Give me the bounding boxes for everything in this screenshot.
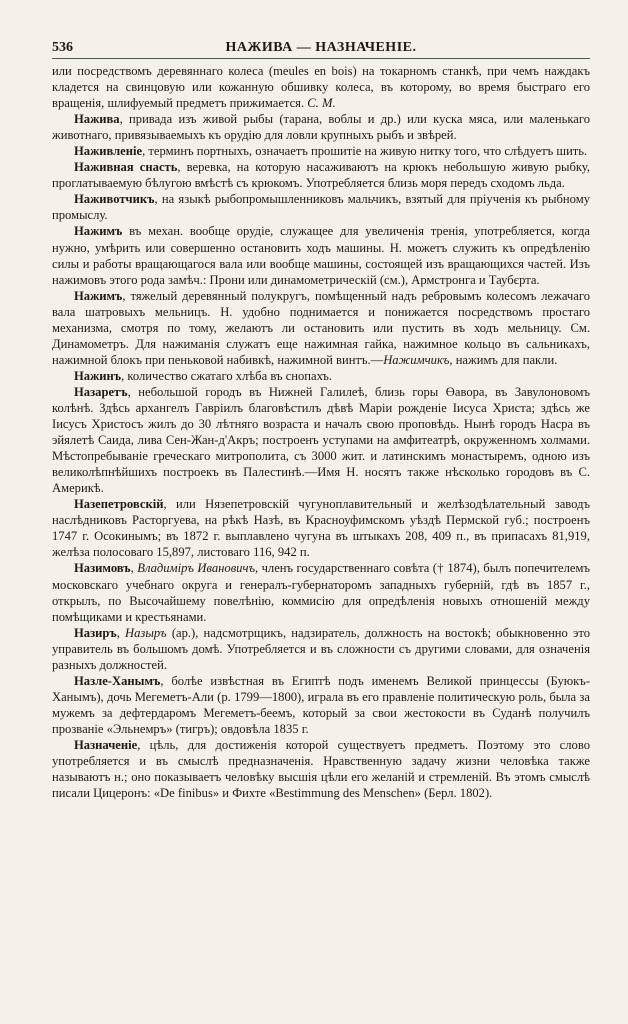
entry-nazhim-mill: Нажимъ, тяжелый деревянный полукругъ, помѣщенный надъ ребровымъ колесомъ лежачаго вала шатровыхъ мельницъ. Н. удобно поднимается и понижается посредствомъ простаго механизма, смотря по тому, желаютъ ли остановить или пустить въ ходъ мельницу. См. Динамометръ. Для нажиманія служатъ еще нажимная гайка, нажимное кольцо въ сальникахъ, нажимной блокъ при пеньковой набивкѣ, нажимной винтъ.—Нажимчикъ, нажимъ для пакли. [52, 288, 590, 367]
running-head: НАЖИВА — НАЗНАЧЕНІЕ. [225, 40, 417, 55]
headword: Нажимъ [74, 288, 123, 303]
entry-nazepetrovsky: Назепетровскій, или Нязепетровскій чугуноплавительный и желѣзодѣлательный заводъ наслѣдниковъ Расторгуева, на рѣкѣ Назѣ, въ Красноуфимскомъ уѣздѣ Пермской губ.; построенъ 1747 г. Осокинымъ; въ 1872 г. выплавлено чугуна въ штыкахъ 208, 409 п., въ припасахъ 81,919, желѣза полосоваго 15,897, листоваго 116, 942 п. [52, 497, 590, 560]
headword: Нажива [74, 112, 120, 127]
entry-nazhin: Нажинъ, количество сжатаго хлѣба въ снопахъ. [74, 368, 333, 383]
page-number: 536 [52, 40, 73, 55]
entry-nazhim-mech: Нажимъ въ механ. вообще орудіе, служащее для увеличенія тренія, употребляется, когда нужно, умѣрить или совершенно остановить ходъ машины. Н. можетъ служить къ опредѣленію силы и работы вращающагося вала или вообще машины, состоящей изъ вращающихся частей. Изъ нажимовъ этого рода замѣч.: Прони или динамометрическій (см.), Армстронга и Таубєрта. [52, 224, 590, 287]
headword: Наживленіе [74, 144, 143, 159]
headword: Нажинъ [74, 368, 122, 383]
entry-nazhiva: Нажива, привада изъ живой рыбы (тарана, воблы и др.) или куска мяса, или маленькаго животнаго, привязываемыхъ къ орудію для ловли крупныхъ рыбъ и звѣрей. [52, 112, 590, 143]
headword: Назле-Ханымъ [74, 673, 161, 688]
headword: Назимовъ [74, 561, 131, 576]
entry-nazhivnaya-snast: Наживная снасть, веревка, на которую насаживаютъ на крюкъ небольшую живую рыбку, проглатываемую бѣлугою вмѣстѣ съ крюкомъ. Употребляется близь моря передъ сходомъ льда. [52, 160, 590, 191]
entry-nazir: Назиръ, Назыръ (ар.), надсмотрщикъ, надзиратель, должность на востокѣ; обыкновенно это управитель въ большомъ домѣ. Употребляется и въ сложности съ другими словами, для означенія разныхъ должностей. [52, 625, 590, 672]
entry-nazimov: Назимовъ, Владиміръ Ивановичъ, членъ государственнаго совѣта († 1874), былъ попечителемъ московскаго учебнаго округа и генералъ-губернаторомъ западныхъ губерній, гдѣ въ 1857 г., открылъ, по Высочайшему повелѣнію, коммисію для опредѣленія новыхъ отношеній между помѣщиками и крестьянами. [52, 561, 590, 624]
page-header [52, 36, 590, 59]
entry-continuation: или посредствомъ деревяннаго колеса (meules en bois) на токарномъ станкѣ, при чемъ наждакъ кладется на свинцовую или кожанную обшивку колеса, въ которому, во время быстраго его вращенія, шлифуемый предметъ прижимается. С. М. [52, 64, 590, 111]
headword: Нажимъ [74, 224, 123, 239]
author-signature: С. М. [307, 96, 336, 111]
article-body [52, 63, 590, 801]
headword: Назначеніе [74, 737, 138, 752]
headword: Наживотчикъ [74, 192, 155, 207]
entry-nazhivlenie: Наживленіе, терминъ портныхъ, означаетъ прошитіе на живую нитку того, что слѣдуетъ шить. [74, 144, 588, 159]
entry-naznachenie: Назначеніе, цѣль, для достиженія которой существуетъ предметъ. Поэтому это слово употребляется и въ смыслѣ предназначенія. Нравственную задачу жизни человѣка также называютъ н.; оно показываетъ человѣку высшія цѣли его желаній и стремленій. Въ этомъ смыслѣ писали Цицеронъ: «De finibus» и Фихте «Bestimmung des Menschen» (Берл. 1802). [52, 737, 590, 801]
headword: Наживная снасть [74, 160, 178, 175]
headword: Назепетровскій [74, 497, 164, 512]
headword: Назаретъ [74, 384, 128, 399]
entry-nazaret: Назаретъ, небольшой городъ въ Нижней Галилеѣ, близь горы Өавора, въ Завулоновомъ колѣнѣ. Здѣсь архангелъ Гавріилъ благовѣстилъ дѣвѣ Маріи рожденіе Іисуса Христа; здѣсь же Іисусъ Христосъ жилъ до 30 лѣтняго возраста и началъ свою проповѣдь. Нынѣ городъ Насра въ эйялетѣ Саида, лива Сен-Жан-д'Акръ; построенъ уступами на амфитеатрѣ, окруженномъ холмами. Мѣстопребываніе греческаго митрополита, съ 3000 жит. и латинскимъ монастыремъ, одною изъ великолѣпнѣйшихъ построекъ въ Палестинѣ.—Имя Н. носятъ также нѣсколько городовъ въ С. Америкѣ. [52, 384, 590, 496]
headword: Назиръ [74, 625, 117, 640]
entry-nazle-khanym: Назле-Ханымъ, болѣе извѣстная въ Египтѣ подъ именемъ Великой принцессы (Буюкъ-Ханымъ), дочь Мегеметъ-Али (р. 1799—1800), играла въ его правленіе политическую роль, была за мужемъ за дефтердаромъ Мегеметъ-беемъ, который за свои жестокости въ Суданѣ получилъ прозваніе «Эльнемръ» (тигръ); овдовѣла 1835 г. [52, 673, 590, 736]
entry-nazhivotchik: Наживотчикъ, на языкѣ рыбопромышленниковъ мальчикъ, взятый для пріученія къ рыбному промыслу. [52, 192, 590, 223]
